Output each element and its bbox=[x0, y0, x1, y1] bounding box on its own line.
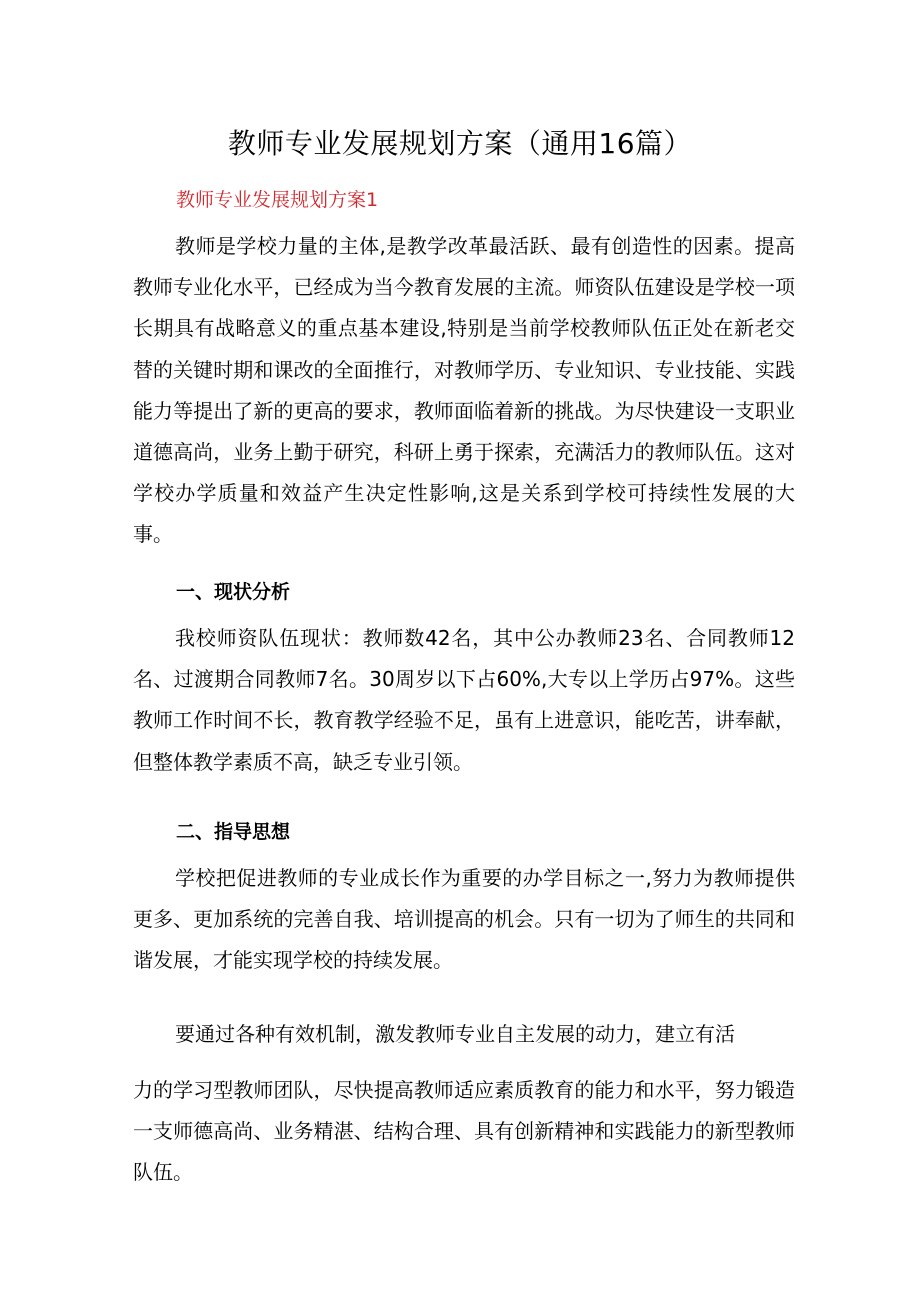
intro-paragraph: 教师是学校力量的主体,是教学改革最活跃、最有创造性的因素。提高教师专业化水平，已经成为当今教育发展的主流。师资队伍建设是学校一项长期具有战略意义的重点基本建设,特别是当前学校教师队伍正处在新老交替的关键时期和课改的全面推行，对教师学历、专业知识、专业技能、实践能力等提出了新的更高的要求，教师面临着新的挑战。为尽快建设一支职业道德高尚，业务上勤于研究，科研上勇于探索，充满活力的教师队伍。这对学校办学质量和效益产生决定性影响,这是关系到学校可持续性发展的大事。 bbox=[133, 234, 795, 547]
section-heading-status: 一、现状分析 bbox=[176, 581, 291, 603]
article-subheading: 教师专业发展规划方案1 bbox=[176, 189, 379, 211]
mechanism-paragraph-start: 要通过各种有效机制，激发教师专业自主发展的动力，建立有活 bbox=[175, 1022, 735, 1046]
section-heading-guiding-ideology: 二、指导思想 bbox=[176, 821, 291, 843]
status-paragraph: 我校师资队伍现状：教师数42名，其中公办教师23名、合同教师12名、过渡期合同教师7名。30周岁以下占60%,大专以上学历占97%。这些教师工作时间不长，教育教学经验不足，虽有上进意识，能吃苦，讲奉献，但整体教学素质不高，缺乏专业引领。 bbox=[133, 626, 795, 774]
document-title: 教师专业发展规划方案（通用16篇） bbox=[227, 127, 693, 160]
guiding-paragraph: 学校把促进教师的专业成长作为重要的办学目标之一,努力为教师提供更多、更加系统的完善自我、培训提高的机会。只有一切为了师生的共同和谐发展，才能实现学校的持续发展。 bbox=[133, 866, 795, 973]
mechanism-paragraph-continued: 力的学习型教师团队，尽快提高教师适应素质教育的能力和水平，努力锻造一支师德高尚、业务精湛、结构合理、具有创新精神和实践能力的新型教师队伍。 bbox=[133, 1078, 795, 1185]
